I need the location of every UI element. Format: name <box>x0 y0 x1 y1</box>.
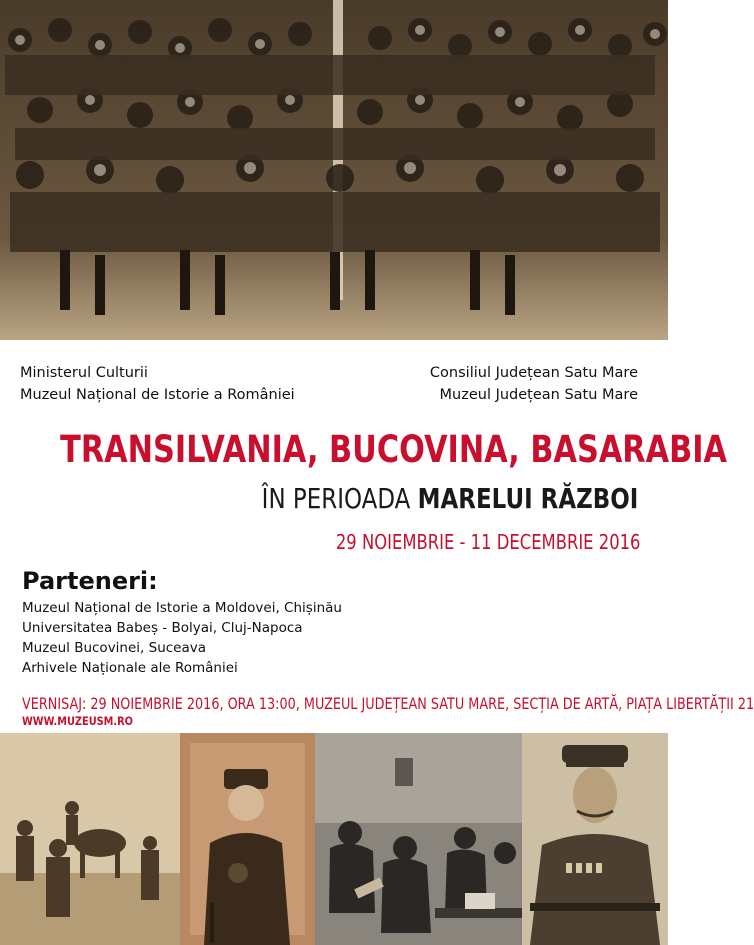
vernisaj-info: VERNISAJ: 29 NOIEMBRIE 2016, ORA 13:00, MUZEUL JUDEȚEAN SATU MARE, SECȚIA DE ARTĂ, PIAȚA LIBERTĂȚII 21 <box>22 694 754 713</box>
exhibition-subtitle <box>261 482 638 515</box>
subtitle-bold: MARELUI RĂZBOI <box>417 482 638 515</box>
partners-list <box>22 598 342 678</box>
photo-soldiers-interior <box>315 733 522 945</box>
photo-decorated-officer <box>522 733 668 945</box>
partner-item: Muzeul Bucovinei, Suceava <box>22 640 207 656</box>
exhibition-title: TRANSILVANIA, BUCOVINA, BASARABIA <box>60 428 728 471</box>
organizer-national-museum: Muzeul Național de Istorie a României <box>20 387 295 403</box>
website-link[interactable]: WWW.MUZEUSM.RO <box>22 714 133 728</box>
photo-officer-portrait <box>180 733 315 945</box>
partner-item: Universitatea Babeș - Bolyai, Cluj-Napoca <box>22 620 303 636</box>
organizers-left <box>20 362 295 406</box>
subtitle-prefix: ÎN PERIOADA <box>261 482 411 515</box>
partners-heading: Parteneri: <box>22 567 158 595</box>
organizer-county-museum: Muzeul Județean Satu Mare <box>439 387 638 403</box>
hero-soldiers-photo <box>0 0 668 340</box>
partner-item: Muzeul Național de Istorie a Moldovei, Chișinău <box>22 600 342 616</box>
exhibition-dates: 29 NOIEMBRIE - 11 DECEMBRIE 2016 <box>335 530 640 554</box>
partner-item: Arhivele Naționale ale României <box>22 660 238 676</box>
organizers-right <box>430 362 638 406</box>
organizer-ministry: Ministerul Culturii <box>20 365 148 381</box>
photo-soldiers-horse <box>0 733 180 945</box>
organizer-county-council: Consiliul Județean Satu Mare <box>429 365 638 381</box>
